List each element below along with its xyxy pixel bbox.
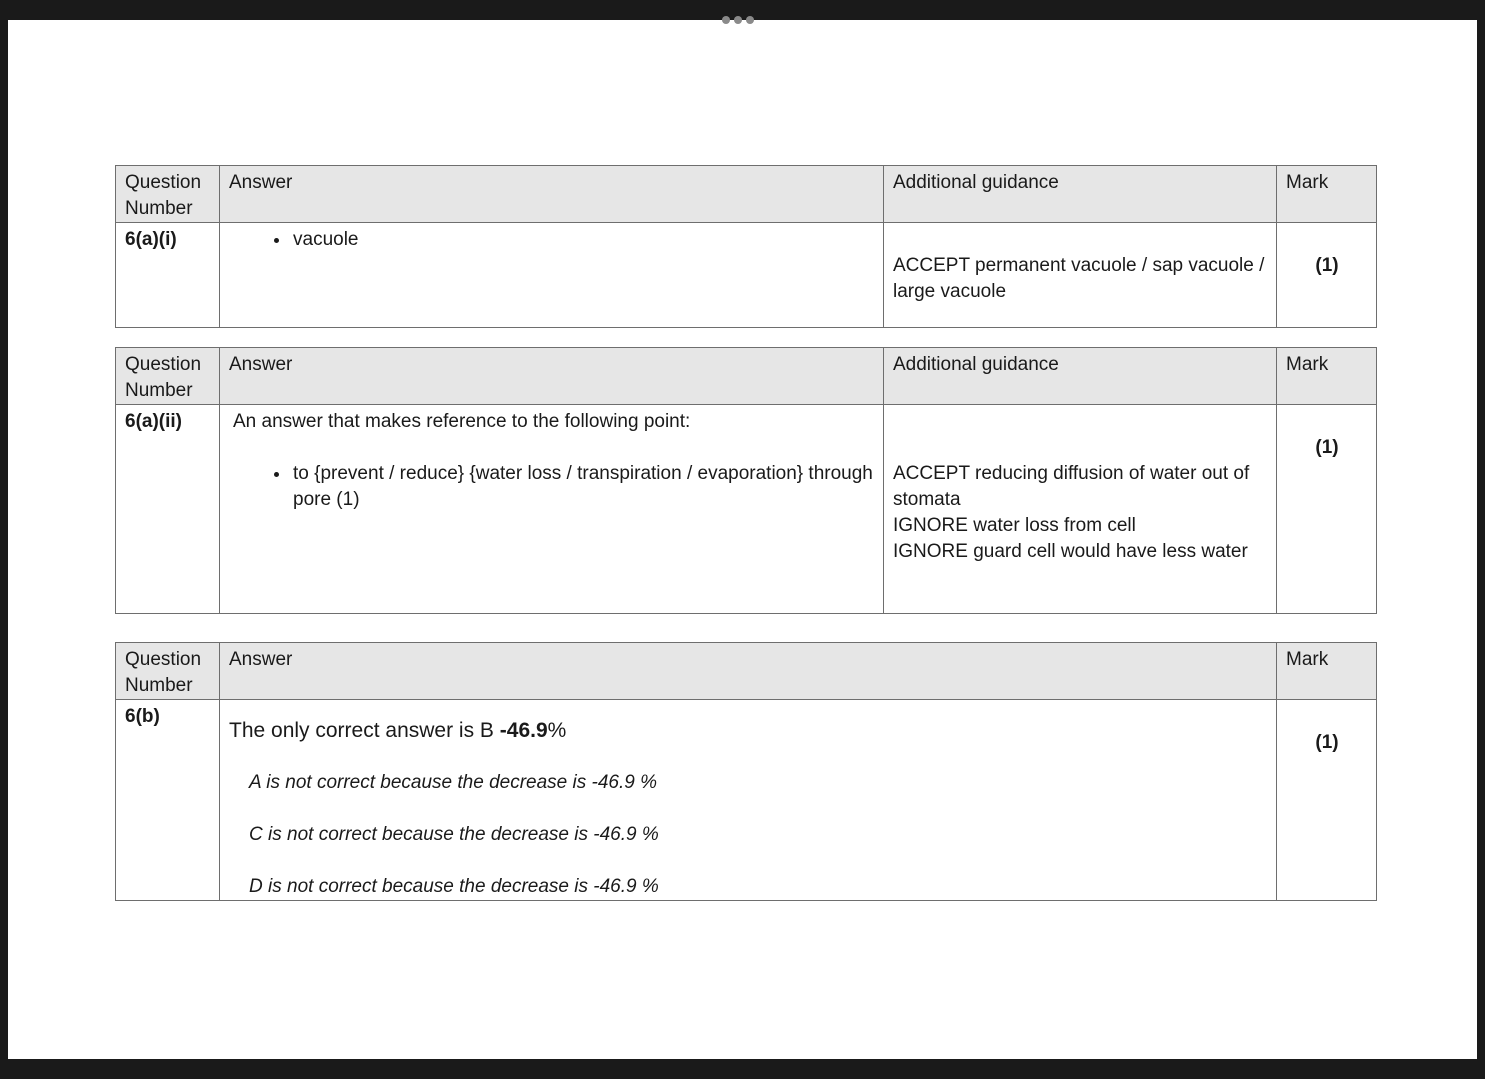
correct-answer — [229, 718, 1268, 744]
header-question-number: Question Number — [116, 643, 220, 700]
question-number: 6(b) — [116, 700, 220, 901]
header-answer: Answer — [220, 166, 884, 223]
header-mark: Mark — [1277, 348, 1377, 405]
table-header-row — [116, 348, 1377, 405]
reason-c: C is not correct because the decrease is -46.9 % — [249, 824, 659, 845]
table-row — [116, 700, 1377, 901]
table-row — [116, 223, 1377, 328]
header-additional-guidance: Additional guidance — [884, 348, 1277, 405]
header-answer: Answer — [220, 348, 884, 405]
answer-bullet: • to {prevent / reduce} {water loss / transpiration / evaporation} through pore (1) — [291, 461, 875, 513]
correct-answer-unit: % — [547, 719, 567, 742]
more-options-icon[interactable] — [722, 16, 754, 26]
question-number: 6(a)(i) — [116, 223, 220, 328]
guidance-cell — [884, 223, 1277, 328]
reason-a: A is not correct because the decrease is -46.9 % — [249, 772, 658, 793]
bottom-bar — [0, 1059, 1485, 1079]
answer-cell — [220, 700, 1277, 901]
header-question-number: Question Number — [116, 348, 220, 405]
mark-value: (1) — [1315, 255, 1339, 276]
question-number: 6(a)(ii) — [116, 405, 220, 614]
header-answer: Answer — [220, 643, 1277, 700]
reason-d: D is not correct because the decrease is -46.9 % — [249, 876, 659, 897]
table-header-row — [116, 643, 1377, 700]
guidance-line: ACCEPT reducing diffusion of water out of stomata — [893, 463, 1250, 510]
answer-cell — [220, 223, 884, 328]
mark-value: (1) — [1315, 732, 1339, 753]
correct-answer-prefix: The only correct answer is B — [229, 719, 494, 742]
markscheme-table-6a-ii — [115, 347, 1377, 614]
answer-cell — [220, 405, 884, 614]
mark-value: (1) — [1315, 437, 1339, 458]
header-mark: Mark — [1277, 166, 1377, 223]
header-additional-guidance: Additional guidance — [884, 166, 1277, 223]
header-question-number: Question Number — [116, 166, 220, 223]
table-header-row — [116, 166, 1377, 223]
mark-cell — [1277, 700, 1377, 901]
markscheme-table-6b — [115, 642, 1377, 901]
guidance-line: IGNORE water loss from cell — [893, 515, 1136, 536]
mark-cell — [1277, 405, 1377, 614]
answer-bullet: • vacuole — [291, 227, 875, 253]
guidance-cell — [884, 405, 1277, 614]
answer-lead: An answer that makes reference to the following point: — [233, 411, 691, 432]
correct-answer-value: -46.9 — [499, 719, 548, 742]
guidance-text: ACCEPT permanent vacuole / sap vacuole / large vacuole — [893, 255, 1265, 302]
mark-cell — [1277, 223, 1377, 328]
markscheme-table-6a-i — [115, 165, 1377, 328]
table-row — [116, 405, 1377, 614]
guidance-line: IGNORE guard cell would have less water — [893, 541, 1248, 562]
header-mark: Mark — [1277, 643, 1377, 700]
